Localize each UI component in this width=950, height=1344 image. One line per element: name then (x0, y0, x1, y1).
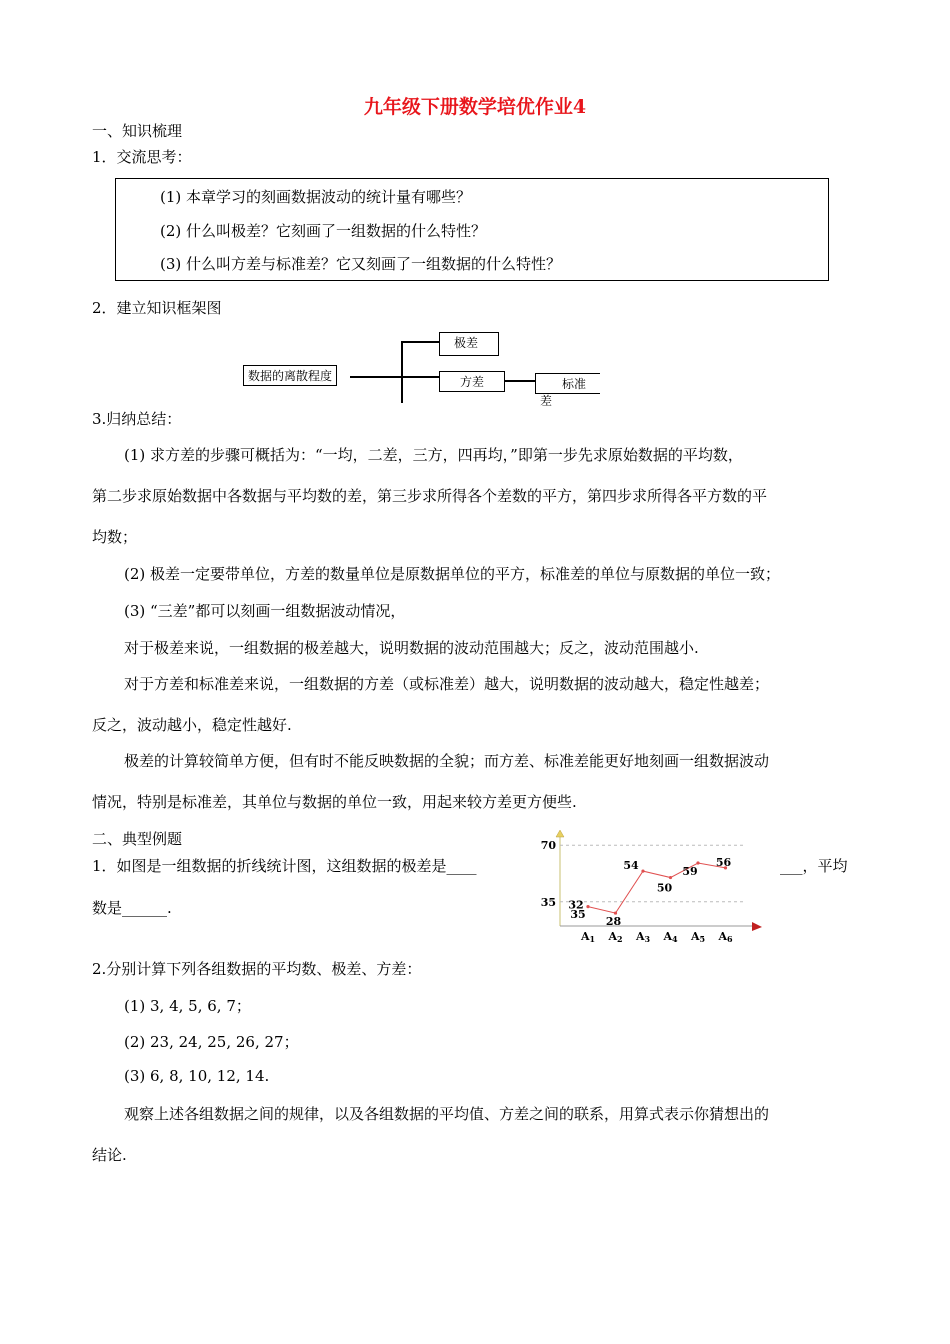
x-tick-label: A3 (635, 930, 651, 944)
data-label: 56 (715, 855, 732, 869)
framework-node-std: 标准差 (535, 373, 600, 394)
box-item-3: (3) 什么叫方差与标准差？它又刻画了一组数据的什么特性？ (160, 255, 562, 273)
data-point (586, 905, 589, 908)
section2-heading: 二、典型例题 (92, 830, 183, 848)
data-label: 59 (682, 865, 698, 878)
data-point (669, 876, 672, 879)
page-title: 九年级下册数学培优作业4 (363, 96, 587, 118)
x-tick-label: A6 (718, 930, 733, 944)
example2-label: 2.分别计算下列各组数据的平均数、极差、方差： (92, 960, 422, 978)
box-item-2: (2) 什么叫极差？它刻画了一组数据的什么特性？ (160, 222, 487, 240)
summary-line-9: 极差的计算较简单方便，但有时不能反映数据的全貌；而方差、标准差能更好地刻画一组数据波动 (124, 752, 770, 770)
data-label: 50 (656, 881, 673, 895)
example1-tail: ___，平均 (780, 857, 848, 875)
example2-observation-1: 观察上述各组数据之间的规律，以及各组数据的平均值、方差之间的联系，用算式表示你猜想出的 (124, 1105, 770, 1123)
extra-axis-label: 35 (570, 908, 586, 921)
box-item-1: (1) 本章学习的刻画数据波动的统计量有哪些？ (160, 188, 472, 206)
summary-line-3: 均数； (92, 528, 138, 546)
example2-item-2: (2) 23, 24, 25, 26, 27； (124, 1033, 299, 1051)
summary-line-7: 对于方差和标准差来说，一组数据的方差（或标准差）越大，说明数据的波动越大，稳定性越差； (124, 675, 770, 693)
example1-line1: 1．如图是一组数据的折线统计图，这组数据的极差是____ (92, 857, 477, 875)
framework-root: 数据的离散程度 (243, 365, 337, 386)
summary-line-10: 情况，特别是标准差，其单位与数据的单位一致，用起来较方差更方便些. (92, 793, 577, 811)
section1-heading: 一、知识梳理 (92, 122, 183, 140)
framework-node-range: 极差 (439, 332, 499, 356)
data-label: 54 (623, 859, 639, 873)
y-tick-label: 70 (540, 839, 556, 853)
example2-observation-2: 结论. (92, 1146, 127, 1164)
x-tick-label: A1 (580, 930, 596, 944)
x-tick-label: A5 (690, 930, 706, 944)
data-point (641, 869, 644, 872)
summary-line-2: 第二步求原始数据中各数据与平均数的差，第三步求所得各个差数的平方，第四步求所得各平方数的平 (92, 487, 768, 505)
example2-item-1: (1) 3, 4, 5, 6, 7； (124, 997, 251, 1015)
example2-item-3: (3) 6, 8, 10, 12, 14. (124, 1067, 270, 1085)
example1-line2: 数是______. (92, 899, 172, 917)
y-tick-label: 35 (540, 895, 556, 909)
x-tick-label: A4 (663, 930, 678, 944)
x-tick-label: A2 (608, 930, 623, 944)
y-axis-arrow (556, 830, 564, 837)
q1-label: 1．交流思考： (92, 148, 192, 166)
summary-line-1: (1) 求方差的步骤可概括为：“一均，二差，三方，四再均，”即第一步先求原始数据的平均数， (124, 446, 743, 464)
q3-label: 3.归纳总结： (92, 410, 182, 428)
summary-line-6: 对于极差来说，一组数据的极差越大，说明数据的波动范围越大；反之，波动范围越小. (124, 639, 699, 657)
q2-label: 2．建立知识框架图 (92, 299, 222, 317)
summary-line-5: (3) “三差”都可以刻画一组数据波动情况， (124, 602, 406, 620)
summary-line-4: (2) 极差一定要带单位，方差的数量单位是原数据单位的平方，标准差的单位与原数据的单位一致； (124, 565, 781, 583)
x-axis-arrow (752, 922, 762, 931)
summary-line-8: 反之，波动越小，稳定性越好. (92, 716, 292, 734)
data-label: 32 (568, 898, 584, 912)
line-chart (530, 828, 770, 948)
framework-node-variance: 方差 (439, 371, 505, 392)
data-label: 28 (605, 915, 622, 929)
